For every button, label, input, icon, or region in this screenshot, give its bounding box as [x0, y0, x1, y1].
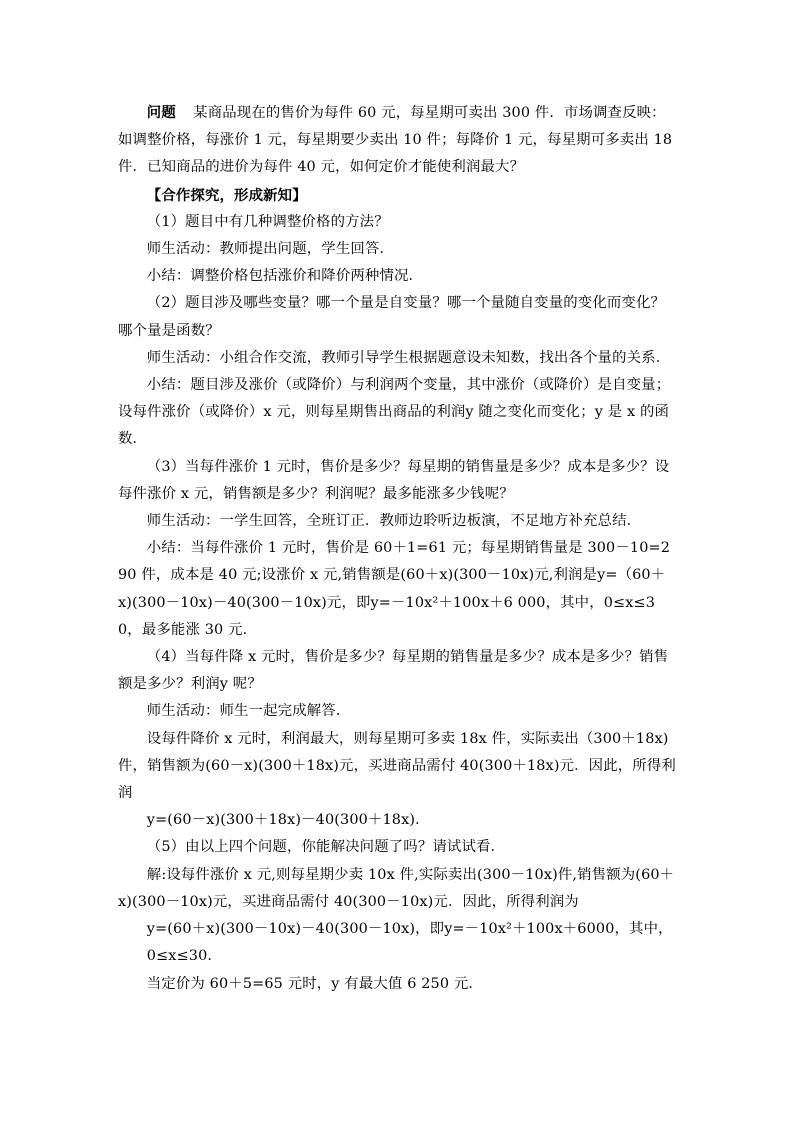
problem-paragraph [118, 99, 678, 182]
question-3: （3）当每件涨价 1 元时，售价是多少？每星期的销售量是多少？成本是多少？设每件涨价 x 元，销售额是多少？利润呢？最多能涨多少钱呢？ [118, 458, 670, 502]
profit-formula-increase: y=(60＋x)(300－10x)－40(300－10x)，即y=－10x²＋100x＋6000，其中，0≤x≤30． [146, 921, 673, 965]
problem-text: 某商品现在的售价为每件 60 元，每星期可卖出 300 件．市场调查反映：如调整价格，每涨价 1 元，每星期要少卖出 10 件；每降价 1 元，每星期可多卖出 18 件．已知商品的进价为每件 40 元，如何定价才能使利润最大？ [118, 105, 673, 176]
lesson-content [118, 99, 678, 998]
summary-3: 小结：当每件涨价 1 元时，售价是 60＋1=61 元；每星期销售量是 300－10=290 件，成本是 40 元;设涨价 x 元,销售额是(60＋x)(300－10x)元,利润是y=（60＋x)(300－10x)－40(300－10x)元，即y=－10x²＋100x＋6 000，其中，0≤x≤30，最多能涨 30 元． [118, 540, 671, 638]
question-5: （5）由以上四个问题，你能解决问题了吗？请试试看． [146, 839, 506, 856]
summary-2: 小结：题目涉及涨价（或降价）与利润两个变量，其中涨价（或降价）是自变量；设每件涨价（或降价）x 元，则每星期售出商品的利润y 随之变化而变化；y 是 x 的函数． [118, 377, 671, 448]
answer-4: 设每件降价 x 元时，利润最大，则每星期可多卖 18x 件，实际卖出（300＋18x)件，销售额为(60－x)(300＋18x)元，买进商品需付 40(300＋18x)元．因此，所得利润 [118, 730, 676, 802]
conclusion: 当定价为 60＋5=65 元时，y 有最大值 6 250 元． [146, 975, 483, 992]
summary-1: 小结：调整价格包括涨价和降价两种情况． [146, 268, 424, 285]
question-2: （2）题目涉及哪些变量？哪一个量是自变量？哪一个量随自变量的变化而变化？哪个量是函数？ [118, 295, 666, 339]
question-1: （1）题目中有几种调整价格的方法？ [146, 213, 389, 230]
problem-label: 问题 [146, 104, 176, 121]
activity-3: 师生活动：一学生回答，全班订正．教师边聆听边板演，不足地方补充总结． [146, 513, 642, 530]
activity-1: 师生活动：教师提出问题，学生回答． [146, 241, 394, 258]
activity-4: 师生活动：师生一起完成解答． [146, 703, 351, 720]
section-heading: 【合作探究，形成新知】 [146, 186, 307, 204]
profit-formula-decrease: y=(60－x)(300＋18x)－40(300＋18x)． [146, 812, 430, 829]
activity-2: 师生活动：小组合作交流，教师引导学生根据题意设未知数，找出各个量的关系． [146, 349, 671, 366]
question-4: （4）当每件降 x 元时，售价是多少？每星期的销售量是多少？成本是多少？销售额是多少？利润y 呢？ [118, 649, 669, 693]
solution: 解:设每件涨价 x 元,则每星期少卖 10x 件,实际卖出(300－10x)件,销售额为(60＋x)(300－10x)元，买进商品需付 40(300－10x)元．因此，所得利润为 [118, 866, 675, 910]
